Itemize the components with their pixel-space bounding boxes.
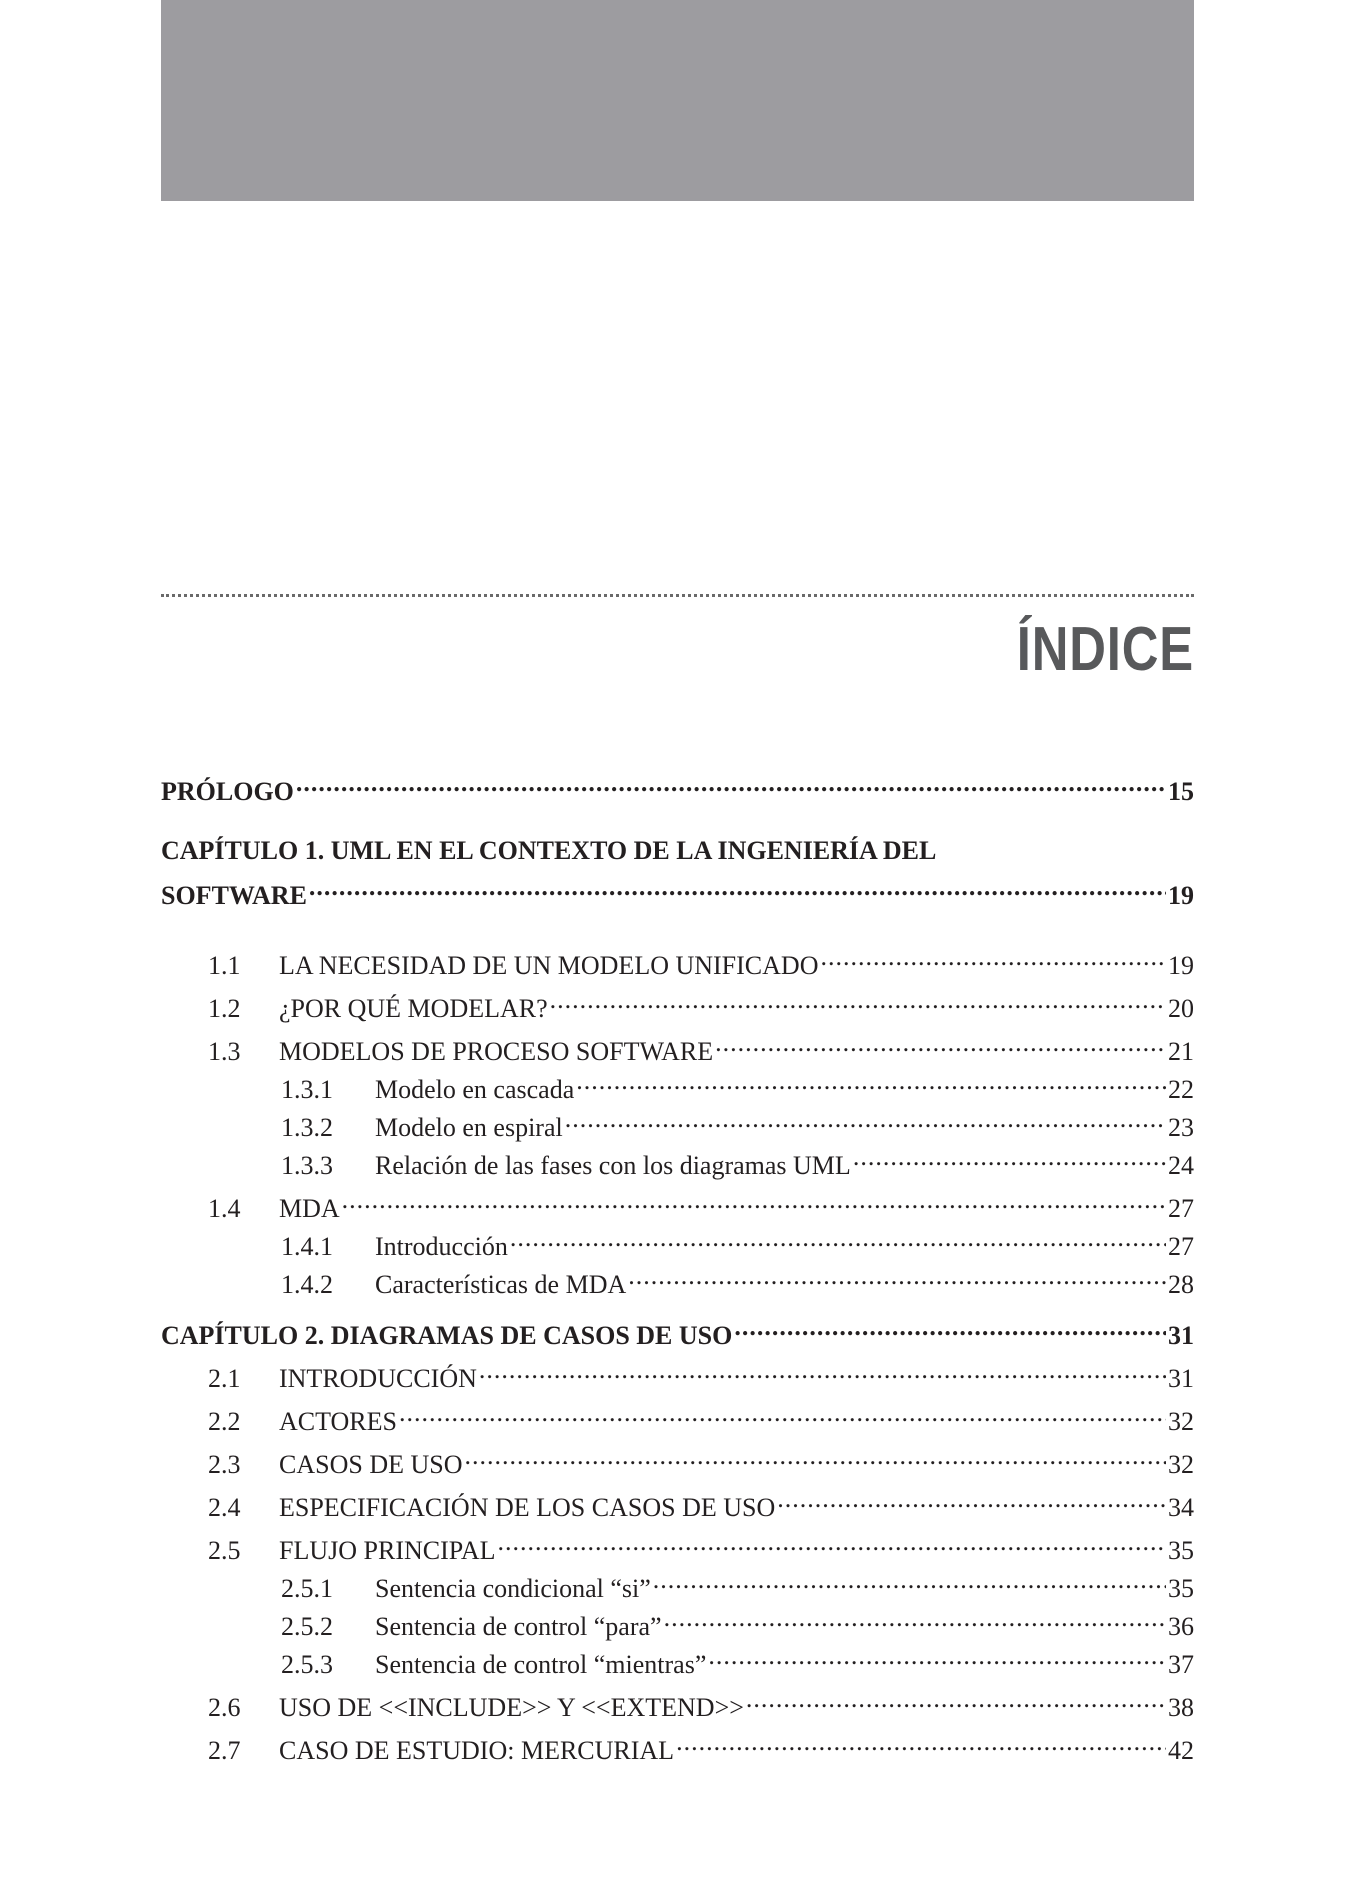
dot-leader <box>495 1525 1166 1559</box>
toc-entry-page: 32 <box>1168 1450 1194 1479</box>
toc-entry-number: 1.3.2 <box>281 1113 333 1142</box>
toc-entry-number: 1.3.1 <box>281 1075 333 1104</box>
toc-entry[interactable] <box>161 1682 1194 1722</box>
toc-entry[interactable] <box>161 766 1194 806</box>
toc-entry-label: MDA <box>279 1194 340 1223</box>
dot-leader <box>477 1353 1166 1387</box>
toc-entry-number: 1.3 <box>208 1037 241 1066</box>
toc-entry-label: ESPECIFICACIÓN DE LOS CASOS DE USO <box>279 1493 776 1522</box>
toc-entry-number: 2.5.3 <box>281 1650 333 1679</box>
dot-leader <box>713 1026 1166 1060</box>
dot-leader <box>706 1639 1166 1673</box>
toc-entry-number: 2.7 <box>208 1736 241 1765</box>
toc-entry-number: 2.5.2 <box>281 1612 333 1641</box>
toc-entry-number: 2.1 <box>208 1364 241 1393</box>
dot-leader <box>744 1682 1166 1716</box>
toc-entry[interactable] <box>161 1563 1194 1603</box>
toc-entry-number: 2.5.1 <box>281 1574 333 1603</box>
dot-leader <box>851 1140 1166 1174</box>
toc-entry-label: INTRODUCCIÓN <box>279 1364 477 1393</box>
dot-leader <box>626 1259 1166 1293</box>
toc-entry-page: 21 <box>1168 1037 1194 1066</box>
toc-entry-label: Sentencia de control “para” <box>375 1612 662 1641</box>
toc-entry-page: 35 <box>1168 1574 1194 1603</box>
toc-entry-label: Introducción <box>375 1232 508 1261</box>
page-title: ÍNDICE <box>1016 615 1194 684</box>
toc-entry-page: 19 <box>1168 951 1194 980</box>
toc-entry[interactable] <box>161 1396 1194 1436</box>
toc-entry-page: 37 <box>1168 1650 1194 1679</box>
toc-entry-page: 23 <box>1168 1113 1194 1142</box>
toc-entry-page: 27 <box>1168 1232 1194 1261</box>
toc-entry-number: 2.4 <box>208 1493 241 1522</box>
toc-entry-page: 24 <box>1168 1151 1194 1180</box>
toc-entry[interactable] <box>161 1439 1194 1479</box>
dot-leader <box>397 1396 1166 1430</box>
toc-entry-page: 15 <box>1168 777 1194 806</box>
toc-entry[interactable] <box>161 1064 1194 1104</box>
toc-entry-heading-line: CAPÍTULO 1. UML EN EL CONTEXTO DE LA INGENIERÍA DEL <box>161 836 937 865</box>
toc-entry[interactable] <box>161 1725 1194 1765</box>
dotted-rule <box>161 594 1194 597</box>
toc-entry-number: 1.1 <box>208 951 241 980</box>
toc-entry[interactable] <box>161 1102 1194 1142</box>
toc-entry-number: 1.4.2 <box>281 1270 333 1299</box>
toc-entry-label: USO DE <<INCLUDE>> Y <<EXTEND>> <box>279 1693 744 1722</box>
dot-leader <box>674 1725 1166 1759</box>
toc-entry-number: 1.2 <box>208 994 241 1023</box>
header-band <box>161 0 1194 201</box>
toc-entry-label: Sentencia de control “mientras” <box>375 1650 707 1679</box>
toc-entry-page: 32 <box>1168 1407 1194 1436</box>
toc-entry[interactable] <box>161 983 1194 1023</box>
toc-entry[interactable] <box>161 1601 1194 1641</box>
toc-entry-page: 27 <box>1168 1194 1194 1223</box>
toc-entry-page: 28 <box>1168 1270 1194 1299</box>
toc-entry-number: 2.2 <box>208 1407 241 1436</box>
toc-entry-label: LA NECESIDAD DE UN MODELO UNIFICADO <box>279 951 819 980</box>
toc-entry-page: 42 <box>1168 1736 1194 1765</box>
toc-entry-label: Sentencia condicional “si” <box>375 1574 651 1603</box>
toc-entry[interactable] <box>161 1259 1194 1299</box>
toc-entry-number: 1.4.1 <box>281 1232 333 1261</box>
toc-entry-label: MODELOS DE PROCESO SOFTWARE <box>279 1037 714 1066</box>
toc-entry-page: 22 <box>1168 1075 1194 1104</box>
toc-entry[interactable] <box>161 1183 1194 1223</box>
toc-entry[interactable] <box>161 1482 1194 1522</box>
toc-entry[interactable] <box>161 1525 1194 1565</box>
toc-entry-number: 2.6 <box>208 1693 241 1722</box>
dot-leader <box>307 870 1166 904</box>
toc-entry-page: 35 <box>1168 1536 1194 1565</box>
toc-entry-page: 31 <box>1168 1364 1194 1393</box>
toc-entry-label: Modelo en cascada <box>375 1075 575 1104</box>
dot-leader <box>563 1102 1166 1136</box>
dot-leader <box>732 1310 1166 1344</box>
dot-leader <box>818 940 1166 974</box>
dot-leader <box>294 766 1166 800</box>
toc-entry[interactable] <box>161 1353 1194 1393</box>
toc-entry-label: CAPÍTULO 2. DIAGRAMAS DE CASOS DE USO <box>161 1321 733 1350</box>
toc-entry-page: 20 <box>1168 994 1194 1023</box>
toc-entry-label: FLUJO PRINCIPAL <box>279 1536 496 1565</box>
toc-entry-label: Modelo en espiral <box>375 1113 563 1142</box>
toc-entry-label: ¿POR QUÉ MODELAR? <box>279 994 548 1023</box>
toc-entry-number: 2.3 <box>208 1450 241 1479</box>
toc-entry[interactable] <box>161 940 1194 980</box>
toc-entry-page: 31 <box>1168 1321 1194 1350</box>
toc-entry[interactable] <box>161 1026 1194 1066</box>
toc-entry-label: Características de MDA <box>375 1270 627 1299</box>
toc-entry-label: CASOS DE USO <box>279 1450 463 1479</box>
toc-entry[interactable] <box>161 870 1194 910</box>
toc-entry-page: 36 <box>1168 1612 1194 1641</box>
toc-entry-label: SOFTWARE <box>161 881 307 910</box>
toc-entry-number: 1.3.3 <box>281 1151 333 1180</box>
toc-entry-label: ACTORES <box>279 1407 397 1436</box>
toc-entry-number: 2.5 <box>208 1536 241 1565</box>
dot-leader <box>463 1439 1167 1473</box>
toc-entry-label: CASO DE ESTUDIO: MERCURIAL <box>279 1736 675 1765</box>
toc-entry-number: 1.4 <box>208 1194 241 1223</box>
toc-entry[interactable] <box>161 1639 1194 1679</box>
dot-leader <box>508 1221 1166 1255</box>
toc-entry[interactable] <box>161 1310 1194 1350</box>
toc-entry-page: 38 <box>1168 1693 1194 1722</box>
dot-leader <box>548 983 1166 1017</box>
toc-entry-label: PRÓLOGO <box>161 777 294 806</box>
dot-leader <box>340 1183 1166 1217</box>
toc-entry[interactable] <box>161 1221 1194 1261</box>
dot-leader <box>651 1563 1166 1597</box>
dot-leader <box>775 1482 1166 1516</box>
toc-entry-page: 34 <box>1168 1493 1194 1522</box>
dot-leader <box>662 1601 1166 1635</box>
toc-entry-label: Relación de las fases con los diagramas UML <box>375 1151 851 1180</box>
dot-leader <box>574 1064 1166 1098</box>
toc-entry-page: 19 <box>1168 881 1194 910</box>
toc-entry[interactable] <box>161 1140 1194 1180</box>
